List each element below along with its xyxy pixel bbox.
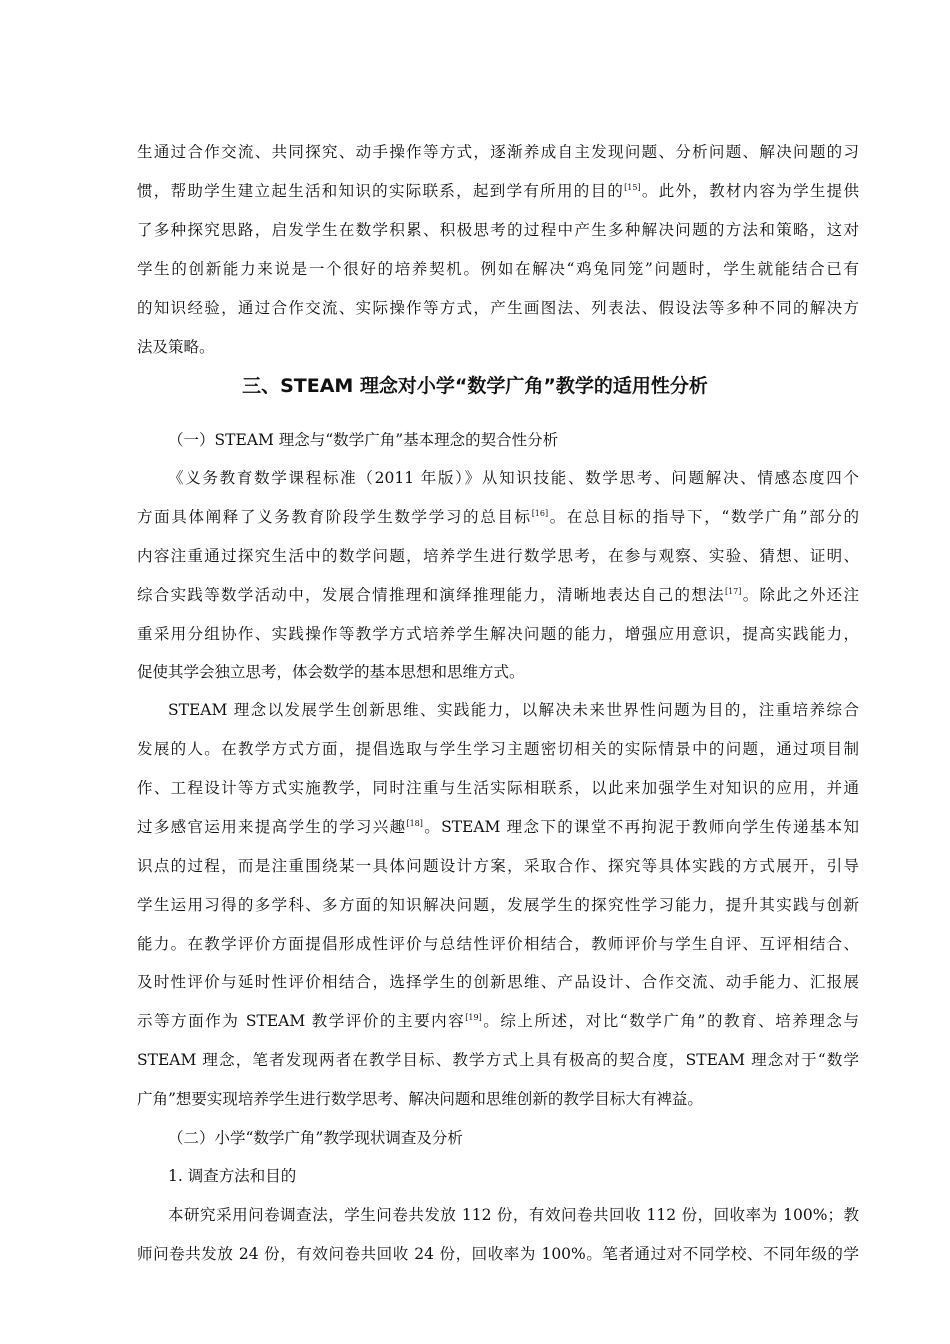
citation-ref: [17] bbox=[724, 587, 742, 596]
text-span: 。综上所述，对比“数学广角”的教育、培养理念与 bbox=[481, 1012, 859, 1030]
chapter-heading: 三、STEAM 理念对小学“数学广角”教学的适用性分析 bbox=[242, 375, 708, 397]
text-line: 作、工程设计等方式实施教学，同时注重与生活实际相联系，以此来加强学生对知识的应用，并通 bbox=[137, 779, 859, 797]
section-heading: （一）STEAM 理念与“数学广角”基本理念的契合性分析 bbox=[168, 431, 559, 449]
text-span: 惯，帮助学生建立起生活和知识的实际联系，起到学有所用的目的 bbox=[137, 182, 625, 200]
text-line bbox=[137, 505, 859, 529]
text-line: 重采用分组协作、实践操作等教学方式培养学生解决问题的能力，增强应用意识，提高实践能力， bbox=[137, 625, 859, 643]
citation-ref: [18] bbox=[406, 819, 423, 828]
text-span: 综合实践等数学活动中，发展合情推理和演绎推理能力，清晰地表达自己的想法 bbox=[137, 586, 725, 604]
text-span: 。在总目标的指导下，“数学广角”部分的 bbox=[548, 508, 859, 526]
text-line: 能力。在教学评价方面提倡形成性评价与总结性评价相结合，教师评价与学生自评、互评相结合、 bbox=[137, 935, 859, 953]
text-line: STEAM 理念以发展学生创新思维、实践能力，以解决未来世界性问题为目的，注重培养综合 bbox=[168, 701, 859, 719]
text-line: 发展的人。在教学方式方面，提倡选取与学生学习主题密切相关的实际情景中的问题，通过项目制 bbox=[137, 740, 859, 758]
citation-ref: [15] bbox=[624, 183, 641, 192]
text-line: 及时性评价与延时性评价相结合，选择学生的创新思维、产品设计、合作交流、动手能力、汇报展 bbox=[137, 973, 859, 991]
text-line: 学生的创新能力来说是一个很好的培养契机。例如在解决“鸡兔同笼”问题时，学生就能结合已有 bbox=[137, 260, 859, 278]
text-line: STEAM 理念，笔者发现两者在教学目标、教学方式上具有极高的契合度，STEAM 理念对于“数学 bbox=[137, 1051, 859, 1069]
text-line bbox=[137, 179, 859, 203]
citation-ref: [16] bbox=[531, 509, 549, 518]
text-span: 。STEAM 理念下的课堂不再拘泥于教师向学生传递基本知 bbox=[422, 818, 859, 836]
text-line: 法及策略。 bbox=[137, 338, 215, 356]
text-span: 过多感官运用来提高学生的学习兴趣 bbox=[137, 818, 407, 836]
text-line: 的知识经验，通过合作交流、实际操作等方式，产生画图法、列表法、假设法等多种不同的解决方 bbox=[137, 299, 859, 317]
text-line bbox=[137, 1009, 859, 1033]
text-line bbox=[137, 815, 859, 839]
text-line: 内容注重通过探究生活中的数学问题，培养学生进行数学思考，在参与观察、实验、猜想、证明、 bbox=[137, 547, 859, 565]
text-line: 了多种探究思路，启发学生在数学积累、积极思考的过程中产生多种解决问题的方法和策略，这对 bbox=[137, 221, 859, 239]
text-line: 学生运用习得的多学科、多方面的知识解决问题，发展学生的探究性学习能力，提升其实践与创新 bbox=[137, 896, 859, 914]
text-span: 方面具体阐释了义务教育阶段学生数学学习的总目标 bbox=[137, 508, 532, 526]
text-span: 。除此之外还注 bbox=[741, 586, 859, 604]
subsection-heading: 1. 调查方法和目的 bbox=[168, 1167, 297, 1185]
text-span: 。此外，教材内容为学生提供 bbox=[640, 182, 859, 200]
text-line: 广角”想要实现培养学生进行数学思考、解决问题和思维创新的教学目标大有裨益。 bbox=[137, 1090, 703, 1108]
text-line bbox=[137, 583, 859, 607]
text-line: 生通过合作交流、共同探究、动手操作等方式，逐渐养成自主发现问题、分析问题、解决问题的习 bbox=[137, 143, 859, 161]
text-line: 《义务教育数学课程标准（2011 年版）》从知识技能、数学思考、问题解决、情感态度四个 bbox=[168, 469, 859, 487]
text-line: 识点的过程，而是注重围绕某一具体问题设计方案，采取合作、探究等具体实践的方式展开，引导 bbox=[137, 857, 859, 875]
text-line: 促使其学会独立思考，体会数学的基本思想和思维方式。 bbox=[137, 663, 525, 681]
section-heading: （二）小学“数学广角”教学现状调查及分析 bbox=[168, 1129, 463, 1147]
text-span: 示等方面作为 STEAM 教学评价的主要内容 bbox=[137, 1012, 466, 1030]
text-line: 师问卷共发放 24 份，有效问卷共回收 24 份，回收率为 100%。笔者通过对不同学校、不同年级的学 bbox=[137, 1245, 859, 1263]
citation-ref: [19] bbox=[465, 1013, 482, 1022]
text-line: 本研究采用问卷调查法，学生问卷共发放 112 份，有效问卷共回收 112 份，回收率为 100%；教 bbox=[168, 1206, 859, 1224]
